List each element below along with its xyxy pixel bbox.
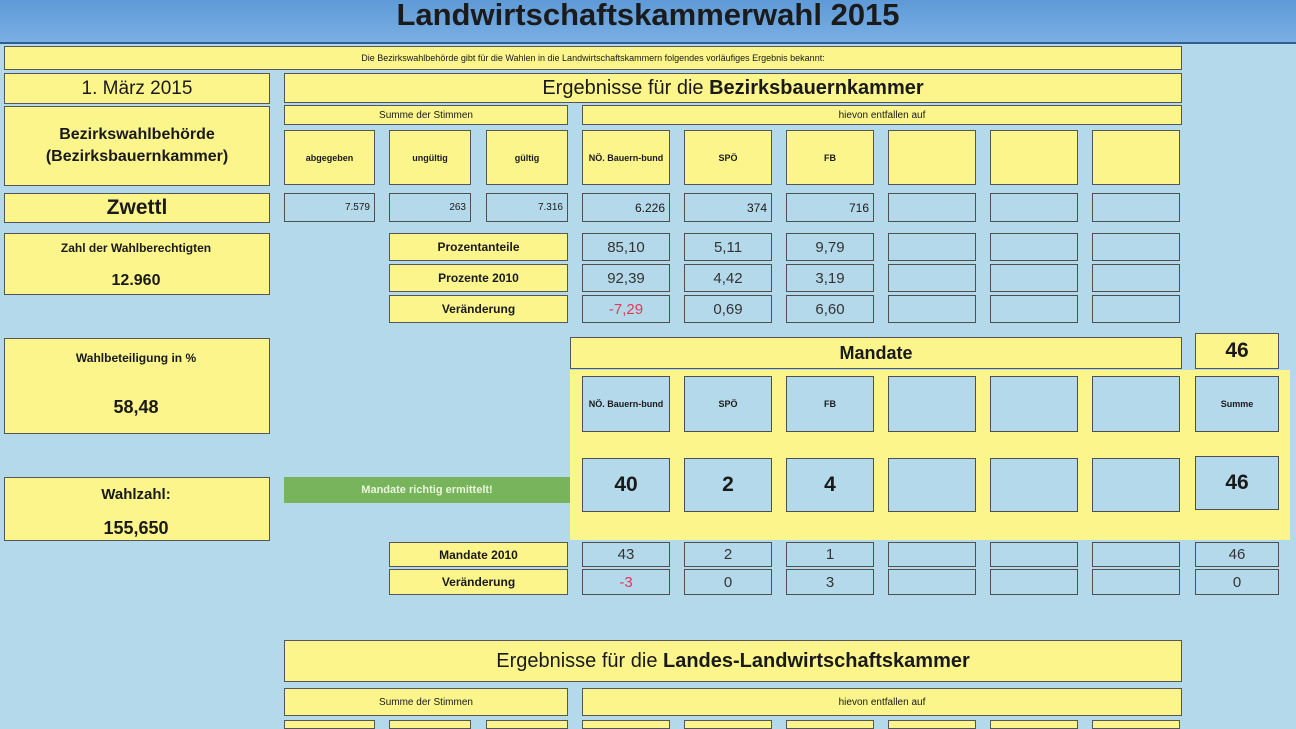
pctdiff-party-5 bbox=[990, 295, 1078, 323]
landes-parties-header: hievon entfallen auf bbox=[582, 688, 1182, 716]
mandate-sum: 46 bbox=[1195, 456, 1279, 510]
landes-results-header bbox=[284, 640, 1182, 682]
mand2010-party-6 bbox=[1092, 542, 1180, 567]
district-name: Zwettl bbox=[4, 193, 270, 223]
votes-party-6 bbox=[1092, 193, 1180, 222]
pctdiff-party-6 bbox=[1092, 295, 1180, 323]
landes-col-party-1 bbox=[582, 720, 670, 729]
pct2010-fb: 3,19 bbox=[786, 264, 874, 292]
mand-col-5 bbox=[990, 376, 1078, 432]
mand-col-fb: FB bbox=[786, 376, 874, 432]
landes-col-party-5 bbox=[990, 720, 1078, 729]
mandate-total: 46 bbox=[1195, 333, 1279, 369]
landes-col-gueltig bbox=[486, 720, 568, 729]
mand-col-6 bbox=[1092, 376, 1180, 432]
manddiff-oebb: -3 bbox=[582, 569, 670, 595]
col-gueltig: gültig bbox=[486, 130, 568, 185]
pct-party-6 bbox=[1092, 233, 1180, 261]
manddiff-party-6 bbox=[1092, 569, 1180, 595]
turnout-box bbox=[4, 338, 270, 434]
votes-party-fb: 716 bbox=[786, 193, 874, 222]
announcement-bar: Die Bezirkswahlbehörde gibt für die Wahlen in die Landwirtschaftskammern folgendes vorläufiges Ergebnis bekannt: bbox=[4, 46, 1182, 70]
col-party-oebb: NÖ. Bauern-bund bbox=[582, 130, 670, 185]
col-ungueltig: ungültig bbox=[389, 130, 471, 185]
landes-col-party-6 bbox=[1092, 720, 1180, 729]
landes-votes-header: Summe der Stimmen bbox=[284, 688, 568, 716]
mandate-party-4 bbox=[888, 458, 976, 512]
landes-col-party-3 bbox=[786, 720, 874, 729]
mand2010-sum: 46 bbox=[1195, 542, 1279, 567]
bezirk-heading-prefix: Ergebnisse für die bbox=[542, 76, 704, 99]
votes-party-oebb: 6.226 bbox=[582, 193, 670, 222]
mand-col-sum: Summe bbox=[1195, 376, 1279, 432]
col-party-fb: FB bbox=[786, 130, 874, 185]
landes-col-ungueltig bbox=[389, 720, 471, 729]
pct-party-4 bbox=[888, 233, 976, 261]
mandate-party-6 bbox=[1092, 458, 1180, 512]
value-abgegeben: 7.579 bbox=[284, 193, 375, 222]
bezirk-votes-header: Summe der Stimmen bbox=[284, 105, 568, 125]
bezirk-parties-header: hievon entfallen auf bbox=[582, 105, 1182, 125]
label-veraenderung-mandate: Veränderung bbox=[389, 569, 568, 595]
col-party-6 bbox=[1092, 130, 1180, 185]
pctdiff-oebb: -7,29 bbox=[582, 295, 670, 323]
pctdiff-fb: 6,60 bbox=[786, 295, 874, 323]
pctdiff-party-4 bbox=[888, 295, 976, 323]
pct2010-oebb: 92,39 bbox=[582, 264, 670, 292]
manddiff-sum: 0 bbox=[1195, 569, 1279, 595]
quota-box bbox=[4, 477, 270, 541]
mandate-spoe: 2 bbox=[684, 458, 772, 512]
label-veraenderung-pct: Veränderung bbox=[389, 295, 568, 323]
pct-fb: 9,79 bbox=[786, 233, 874, 261]
pct2010-party-4 bbox=[888, 264, 976, 292]
election-date: 1. März 2015 bbox=[4, 73, 270, 104]
quota-value: 155,650 bbox=[103, 517, 169, 538]
manddiff-spoe: 0 bbox=[684, 569, 772, 595]
pct2010-party-5 bbox=[990, 264, 1078, 292]
landes-col-party-4 bbox=[888, 720, 976, 729]
authority-line2: (Bezirksbauernkammer) bbox=[45, 148, 229, 165]
bezirk-heading-bold: Bezirksbauernkammer bbox=[709, 76, 924, 99]
eligible-value: 12.960 bbox=[111, 272, 161, 289]
mand-col-spoe: SPÖ bbox=[684, 376, 772, 432]
votes-party-4 bbox=[888, 193, 976, 222]
landes-heading-bold: Landes-Landwirtschaftskammer bbox=[663, 649, 970, 672]
quota-label: Wahlzahl: bbox=[101, 485, 171, 503]
pct-oebb: 85,10 bbox=[582, 233, 670, 261]
pctdiff-spoe: 0,69 bbox=[684, 295, 772, 323]
authority-line1: Bezirkswahlbehörde bbox=[59, 126, 215, 143]
votes-party-5 bbox=[990, 193, 1078, 222]
landes-heading-prefix: Ergebnisse für die bbox=[496, 649, 658, 672]
pct-party-5 bbox=[990, 233, 1078, 261]
mandate-header: Mandate bbox=[570, 337, 1182, 369]
mand-col-4 bbox=[888, 376, 976, 432]
manddiff-party-5 bbox=[990, 569, 1078, 595]
col-party-5 bbox=[990, 130, 1078, 185]
votes-party-spoe: 374 bbox=[684, 193, 772, 222]
value-ungueltig: 263 bbox=[389, 193, 471, 222]
mandate-party-5 bbox=[990, 458, 1078, 512]
turnout-value: 58,48 bbox=[113, 396, 159, 417]
page-title: Landwirtschaftskammerwahl 2015 bbox=[0, 0, 1296, 44]
manddiff-party-4 bbox=[888, 569, 976, 595]
mand2010-oebb: 43 bbox=[582, 542, 670, 567]
eligible-label: Zahl der Wahlberechtigten bbox=[60, 241, 212, 255]
mand2010-fb: 1 bbox=[786, 542, 874, 567]
pct2010-party-6 bbox=[1092, 264, 1180, 292]
bezirk-results-header bbox=[284, 73, 1182, 103]
col-party-4 bbox=[888, 130, 976, 185]
value-gueltig: 7.316 bbox=[486, 193, 568, 222]
authority-box bbox=[4, 106, 270, 186]
mandate-oebb: 40 bbox=[582, 458, 670, 512]
mandate-fb: 4 bbox=[786, 458, 874, 512]
mand2010-party-4 bbox=[888, 542, 976, 567]
pct2010-spoe: 4,42 bbox=[684, 264, 772, 292]
col-party-spoe: SPÖ bbox=[684, 130, 772, 185]
mand2010-spoe: 2 bbox=[684, 542, 772, 567]
mand2010-party-5 bbox=[990, 542, 1078, 567]
col-abgegeben: abgegeben bbox=[284, 130, 375, 185]
eligible-box bbox=[4, 233, 270, 295]
label-prozente-2010: Prozente 2010 bbox=[389, 264, 568, 292]
turnout-label: Wahlbeteiligung in % bbox=[75, 351, 197, 365]
mand-col-oebb: NÖ. Bauern-bund bbox=[582, 376, 670, 432]
mandate-status-message: Mandate richtig ermittelt! bbox=[284, 477, 570, 503]
manddiff-fb: 3 bbox=[786, 569, 874, 595]
landes-col-party-2 bbox=[684, 720, 772, 729]
landes-col-abgegeben bbox=[284, 720, 375, 729]
pct-spoe: 5,11 bbox=[684, 233, 772, 261]
label-prozentanteile: Prozentanteile bbox=[389, 233, 568, 261]
label-mandate-2010: Mandate 2010 bbox=[389, 542, 568, 567]
